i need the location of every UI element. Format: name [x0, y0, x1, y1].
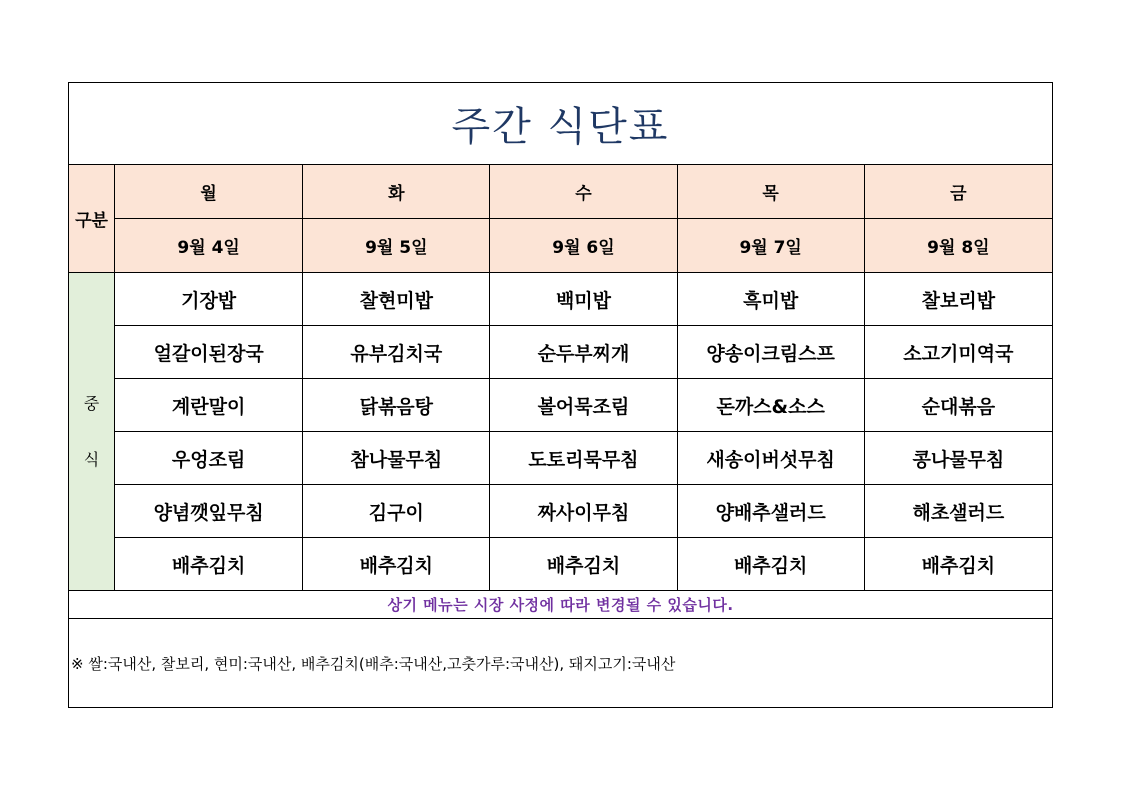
- menu-item: 닭볶음탕: [303, 379, 490, 432]
- menu-item: 계란말이: [115, 379, 303, 432]
- menu-item: 배추김치: [303, 538, 490, 591]
- date-tue: 9월 5일: [303, 219, 490, 273]
- menu-item: 볼어묵조림: [490, 379, 677, 432]
- menu-item: 흑미밥: [677, 273, 864, 326]
- day-wed: 수: [490, 165, 677, 219]
- origin-note: ※ 쌀:국내산, 찰보리, 현미:국내산, 배추김치(배추:국내산,고춧가루:국내산), 돼지고기:국내산: [69, 619, 1053, 708]
- date-header-row: [69, 219, 1053, 273]
- menu-item: 김구이: [303, 485, 490, 538]
- menu-item: 배추김치: [115, 538, 303, 591]
- menu-item: 콩나물무침: [864, 432, 1052, 485]
- meal-label: [69, 273, 115, 591]
- menu-row: [69, 538, 1053, 591]
- gubun-label: 구분: [69, 165, 115, 273]
- page-title: 주간 식단표: [69, 83, 1053, 165]
- menu-row: [69, 485, 1053, 538]
- menu-item: 도토리묵무침: [490, 432, 677, 485]
- date-mon: 9월 4일: [115, 219, 303, 273]
- menu-item: 참나물무침: [303, 432, 490, 485]
- menu-item: 해초샐러드: [864, 485, 1052, 538]
- menu-row: [69, 326, 1053, 379]
- day-fri: 금: [864, 165, 1052, 219]
- menu-item: 기장밥: [115, 273, 303, 326]
- day-mon: 월: [115, 165, 303, 219]
- date-thu: 9월 7일: [677, 219, 864, 273]
- menu-item: 얼갈이된장국: [115, 326, 303, 379]
- menu-row: [69, 273, 1053, 326]
- menu-item: 양배추샐러드: [677, 485, 864, 538]
- menu-item: 배추김치: [490, 538, 677, 591]
- menu-item: 찰보리밥: [864, 273, 1052, 326]
- menu-item: 우엉조림: [115, 432, 303, 485]
- day-header-row: [69, 165, 1053, 219]
- menu-item: 백미밥: [490, 273, 677, 326]
- menu-table: [68, 82, 1053, 708]
- menu-item: 양념깻잎무침: [115, 485, 303, 538]
- menu-row: [69, 379, 1053, 432]
- menu-change-notice: 상기 메뉴는 시장 사정에 따라 변경될 수 있습니다.: [69, 591, 1053, 619]
- menu-item: 찰현미밥: [303, 273, 490, 326]
- menu-item: 배추김치: [677, 538, 864, 591]
- menu-item: 소고기미역국: [864, 326, 1052, 379]
- day-thu: 목: [677, 165, 864, 219]
- menu-item: 짜사이무침: [490, 485, 677, 538]
- menu-item: 배추김치: [864, 538, 1052, 591]
- date-fri: 9월 8일: [864, 219, 1052, 273]
- menu-item: 새송이버섯무침: [677, 432, 864, 485]
- day-tue: 화: [303, 165, 490, 219]
- date-wed: 9월 6일: [490, 219, 677, 273]
- menu-item: 유부김치국: [303, 326, 490, 379]
- meal-label-text: 중 식: [83, 393, 100, 469]
- weekly-menu-sheet: [68, 82, 1053, 708]
- menu-row: [69, 432, 1053, 485]
- menu-item: 순두부찌개: [490, 326, 677, 379]
- menu-item: 순대볶음: [864, 379, 1052, 432]
- menu-item: 양송이크림스프: [677, 326, 864, 379]
- menu-item: 돈까스&소스: [677, 379, 864, 432]
